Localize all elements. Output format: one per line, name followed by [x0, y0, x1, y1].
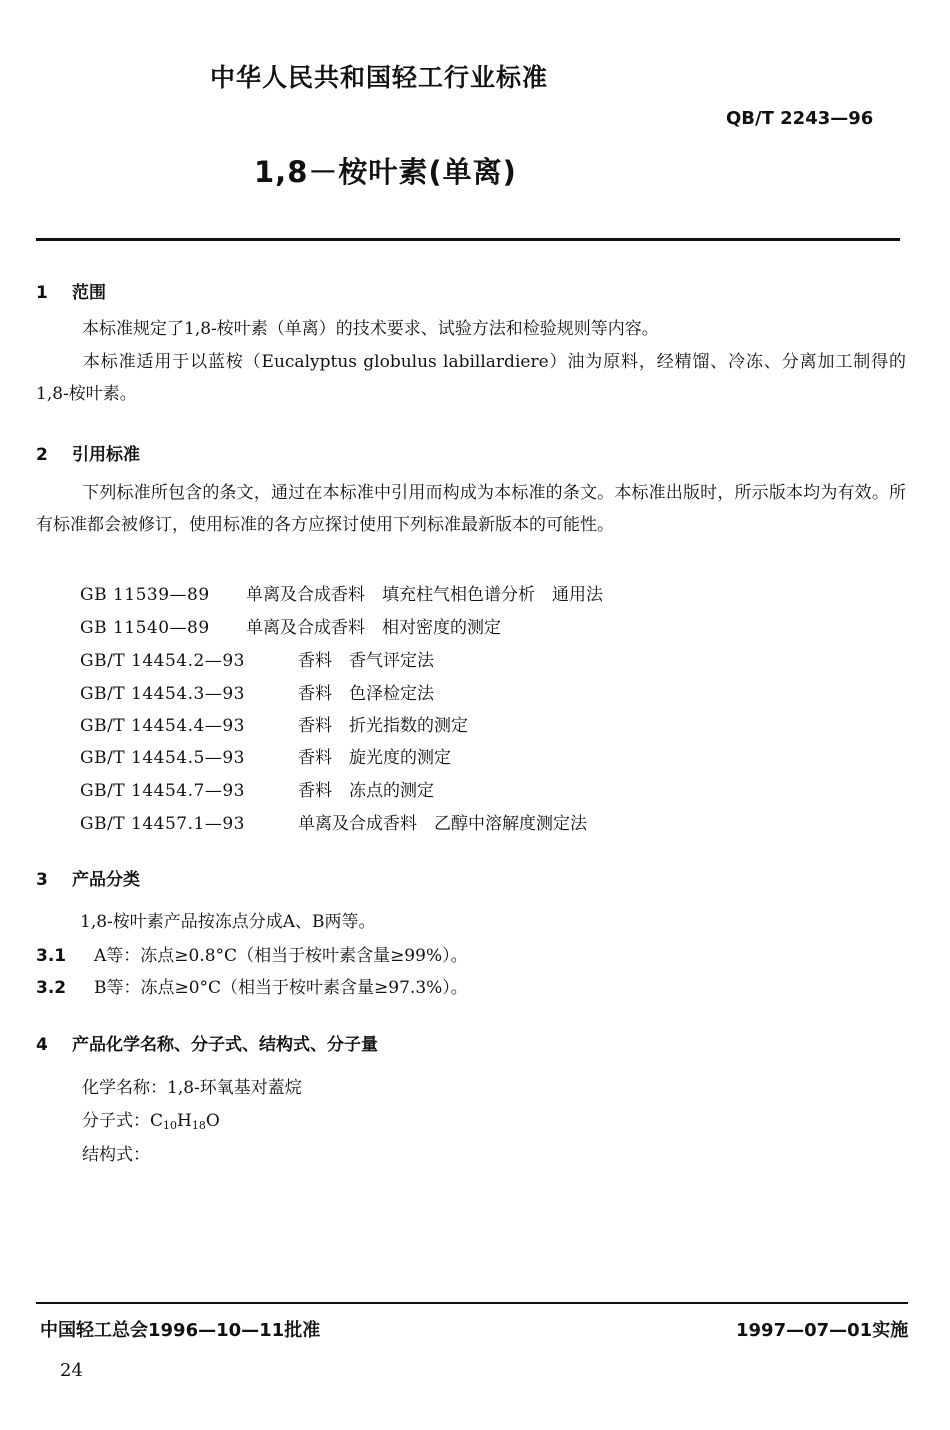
formula-hydrogen: H [177, 1111, 192, 1131]
section-number: 2 [36, 445, 48, 465]
reference-item [80, 776, 434, 801]
section-3-heading [36, 865, 140, 890]
clause-3-2 [36, 973, 468, 998]
reference-title: 单离及合成香料 乙醇中溶解度测定法 [298, 814, 587, 834]
section-title: 范围 [72, 283, 106, 303]
reference-item [80, 711, 468, 736]
section-title: 引用标准 [72, 445, 140, 465]
section-title: 产品化学名称、分子式、结构式、分子量 [72, 1035, 378, 1055]
section-2-heading [36, 440, 140, 465]
clause-3-1 [36, 941, 468, 966]
section-1-paragraph-1 [36, 313, 906, 345]
reference-title: 单离及合成香料 填充柱气相色谱分析 通用法 [246, 585, 603, 605]
reference-title: 香料 色泽检定法 [298, 684, 434, 704]
reference-item [80, 809, 587, 834]
formula-label: 分子式： [82, 1111, 150, 1131]
section-number: 1 [36, 283, 48, 303]
reference-title: 香料 冻点的测定 [298, 781, 434, 801]
section-number: 3 [36, 870, 48, 890]
effective-date: 1997—07—01实施 [736, 1320, 909, 1341]
reference-item [80, 743, 451, 768]
reference-code: GB/T 14454.4—93 [80, 716, 245, 736]
header-divider [36, 238, 900, 241]
reference-item [80, 679, 434, 704]
section-title: 产品分类 [72, 870, 140, 890]
standard-code: QB/T 2243—96 [726, 108, 874, 129]
reference-title: 香料 旋光度的测定 [298, 748, 451, 768]
document-title: 1,8－桉叶素(单离) [254, 155, 517, 189]
paragraph-text: 本标准适用于以蓝桉（Eucalyptus globulus labillardiere）油为原料，经精馏、冷冻、分离加工制得的1,8-桉叶素。 [36, 352, 906, 404]
page-number: 24 [60, 1360, 83, 1381]
reference-item [80, 613, 501, 638]
clause-number: 3.1 [36, 946, 67, 966]
clause-text: A等：冻点≥0.8°C（相当于桉叶素含量≥99%）。 [94, 946, 468, 966]
publisher-heading: 中华人民共和国轻工行业标准 [210, 63, 549, 92]
reference-title: 香料 香气评定法 [298, 651, 434, 671]
section-2-paragraph-1 [36, 477, 906, 541]
section-1-paragraph-2 [36, 346, 906, 410]
structure-label: 结构式： [82, 1145, 150, 1165]
paragraph-text: 下列标准所包含的条文，通过在本标准中引用而构成为本标准的条文。本标准出版时，所示版本均为有效。所有标准都会被修订，使用标准的各方应探讨使用下列标准最新版本的可能性。 [36, 483, 906, 535]
reference-code: GB/T 14454.5—93 [80, 748, 245, 768]
section-1-heading [36, 278, 106, 303]
footer-divider [36, 1302, 908, 1304]
approval-date: 中国轻工总会1996—10—11批准 [40, 1320, 321, 1341]
reference-code: GB/T 14457.1—93 [80, 814, 245, 834]
section-4-heading [36, 1030, 378, 1055]
reference-code: GB/T 14454.2—93 [80, 651, 245, 671]
clause-text: B等：冻点≥0°C（相当于桉叶素含量≥97.3%）。 [94, 978, 468, 998]
chemical-name: 化学名称：1,8-环氧基对蓋烷 [82, 1078, 302, 1098]
molecular-formula [82, 1106, 220, 1132]
reference-item [80, 646, 434, 671]
reference-code: GB/T 14454.3—93 [80, 684, 245, 704]
formula-carbon: C [150, 1111, 164, 1131]
reference-code: GB 11539—89 [80, 585, 210, 605]
reference-title: 香料 折光指数的测定 [298, 716, 468, 736]
formula-carbon-count: 10 [163, 1119, 178, 1132]
clause-number: 3.2 [36, 978, 67, 998]
reference-code: GB/T 14454.7—93 [80, 781, 245, 801]
section-3-intro: 1,8-桉叶素产品按冻点分成A、B两等。 [80, 912, 376, 932]
reference-title: 单离及合成香料 相对密度的测定 [246, 618, 501, 638]
formula-oxygen: O [205, 1111, 220, 1131]
reference-item [80, 580, 603, 605]
formula-hydrogen-count: 18 [191, 1119, 206, 1132]
paragraph-text: 本标准规定了1,8-桉叶素（单离）的技术要求、试验方法和检验规则等内容。 [82, 319, 659, 339]
section-number: 4 [36, 1035, 48, 1055]
reference-code: GB 11540—89 [80, 618, 210, 638]
